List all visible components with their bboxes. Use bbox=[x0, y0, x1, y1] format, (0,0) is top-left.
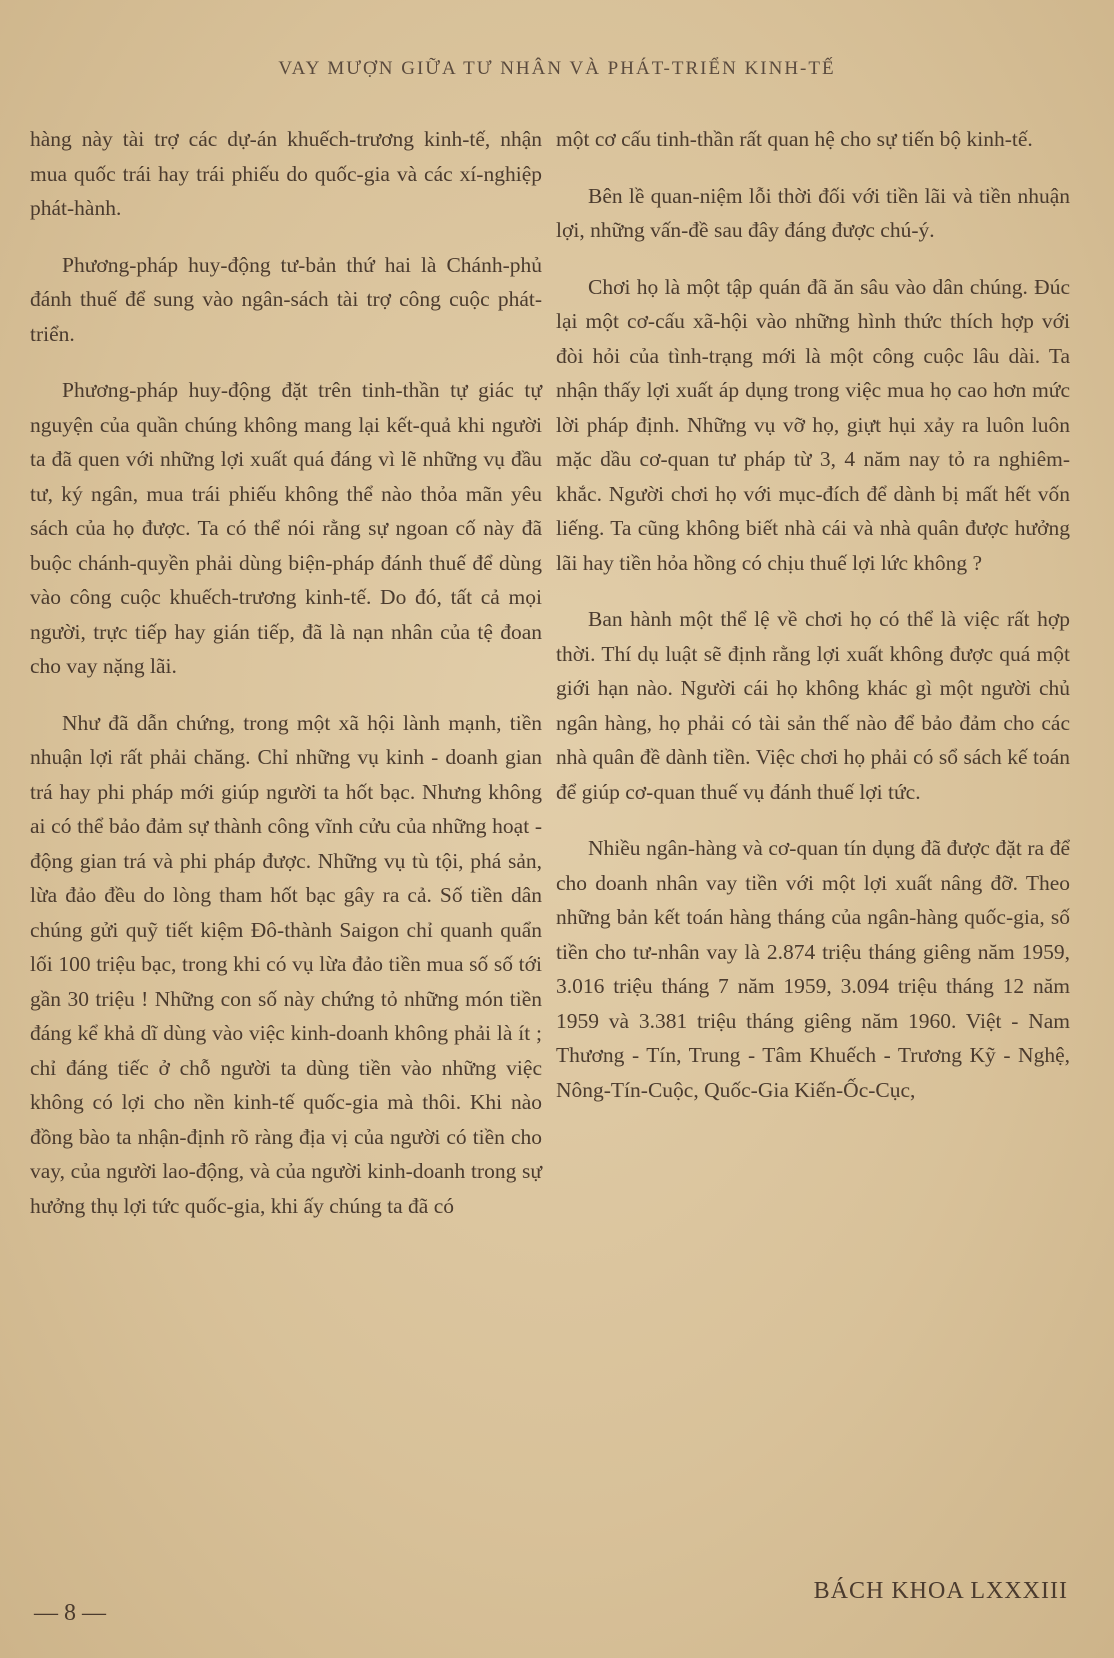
page-number: — 8 — bbox=[34, 1600, 106, 1626]
magazine-issue: BÁCH KHOA LXXXIII bbox=[813, 1578, 1068, 1604]
left-column bbox=[30, 122, 542, 1245]
right-column bbox=[556, 122, 1070, 1129]
paragraph: Ban hành một thể lệ về chơi họ có thể là việc rất hợp thời. Thí dụ luật sẽ định rằng lợi xuất không được quá một giới hạn nào. Người cái họ không khác gì một người chủ ngân hàng, họ phải có tài sản thế nào để bảo đảm cho các nhà quân đề dành tiền. Việc chơi họ phải có sổ sách kế toán để giúp cơ-quan thuế vụ đánh thuế lợi tức. bbox=[556, 607, 1070, 804]
paragraph: Chơi họ là một tập quán đã ăn sâu vào dân chúng. Đúc lại một cơ-cấu xã-hội vào những hình thức thích hợp với đòi hỏi của tình-trạng mới là một công cuộc lâu dài. Ta nhận thấy lợi xuất áp dụng trong việc mua họ cao hơn mức lời pháp định. Những vụ vỡ họ, giựt hụi xảy ra luôn luôn mặc dầu cơ-quan tư pháp từ 3, 4 năm nay tỏ ra nghiêm-khắc. Người chơi họ với mục-đích để dành bị mất hết vốn liếng. Ta cũng không biết nhà cái và nhà quân được hưởng lãi hay tiền hỏa hồng có chịu thuế lợi lức không ? bbox=[556, 274, 1070, 575]
paragraph: một cơ cấu tinh-thần rất quan hệ cho sự tiến bộ kinh-tế. bbox=[556, 127, 1033, 151]
paragraph: Nhiều ngân-hàng và cơ-quan tín dụng đã được đặt ra để cho doanh nhân vay tiền với một lợi xuất nâng đỡ. Theo những bản kết toán hàng tháng của ngân-hàng quốc-gia, số tiền cho tư-nhân vay là 2.874 triệu tháng giêng năm 1959, 3.016 triệu tháng 7 năm 1959, 3.094 triệu tháng 12 năm 1959 và 3.381 triệu tháng giêng năm 1960. Việt - Nam Thương - Tín, Trung - Tâm Khuếch - Trương Kỹ - Nghệ, Nông-Tín-Cuộc, Quốc-Gia Kiến-Ốc-Cục, bbox=[556, 836, 1070, 1102]
paragraph: Như đã dẫn chứng, trong một xã hội lành mạnh, tiền nhuận lợi rất phải chăng. Chỉ những vụ kinh - doanh gian trá hay phi pháp mới giúp người ta hốt bạc. Nhưng không ai có thể bảo đảm sự thành công vĩnh cửu của những hoạt - động gian trá và phi pháp được. Những vụ tù tội, phá sản, lừa đảo đều do lòng tham hốt bạc gây ra cả. Số tiền dân chúng gửi quỹ tiết kiệm Đô-thành Saigon chỉ quanh quẩn lối 100 triệu bạc, trong khi có vụ lừa đảo tiền mua số số tới gần 30 triệu ! Những con số này chứng tỏ những món tiền đáng kể khả dĩ dùng vào việc kinh-doanh không phải là ít ; chỉ đáng tiếc ở chỗ người ta dùng tiền vào những việc không có lợi cho nền kinh-tế quốc-gia mà thôi. Khi nào đồng bào ta nhận-định rõ ràng địa vị của người có tiền cho vay, của người lao-động, và của người kinh-doanh trong sự hưởng thụ lợi tức quốc-gia, khi ấy chúng ta đã có bbox=[30, 710, 542, 1218]
paragraph: Phương-pháp huy-động đặt trên tinh-thần tự giác tự nguyện của quần chúng không mang lại kết-quả khi người ta đã quen với những lợi xuất quá đáng vì lẽ những vụ đầu tư, ký ngân, mua trái phiếu không thể nào thỏa mãn yêu sách của họ được. Ta có thể nói rằng sự ngoan cố này đã buộc chánh-quyền phải dùng biện-pháp đánh thuế để dùng vào công cuộc khuếch-trương kinh-tế. Do đó, tất cả mọi người, trực tiếp hay gián tiếp, đã là nạn nhân của tệ đoan cho vay nặng lãi. bbox=[30, 378, 542, 678]
paragraph: hàng này tài trợ các dự-án khuếch-trương kinh-tế, nhận mua quốc trái hay trái phiếu do quốc-gia và các xí-nghiệp phát-hành. bbox=[30, 127, 542, 220]
running-title: VAY MƯỢN GIỮA TƯ NHÂN VÀ PHÁT-TRIỂN KINH-TẾ bbox=[278, 58, 836, 79]
paragraph: Phương-pháp huy-động tư-bản thứ hai là Chánh-phủ đánh thuế để sung vào ngân-sách tài trợ công cuộc phát-triển. bbox=[30, 252, 542, 346]
paragraph: Bên lề quan-niệm lỗi thời đối với tiền lãi và tiền nhuận lợi, những vấn-đề sau đây đáng được chú-ý. bbox=[556, 183, 1070, 242]
